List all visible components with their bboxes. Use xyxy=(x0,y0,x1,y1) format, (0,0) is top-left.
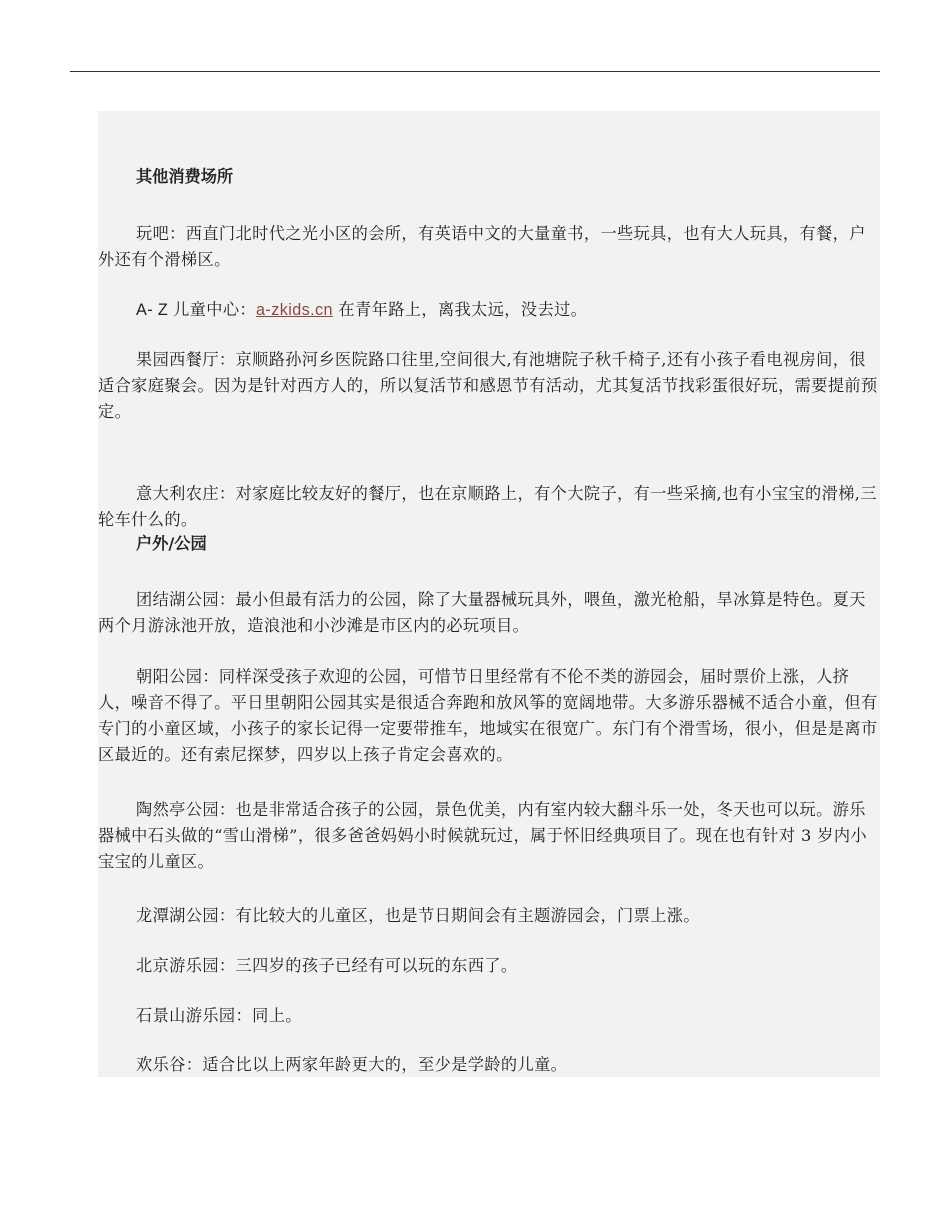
paragraph-longtanhu-park: 龙潭湖公园：有比较大的儿童区，也是节日期间会有主题游园会，门票上涨。 xyxy=(136,906,700,925)
paragraph-tuanjiehu-park: 团结湖公园：最小但最有活力的公园，除了大量器械玩具外，喂鱼，激光枪船，旱冰算是特色。夏天两个月游泳池开放，造浪池和小沙滩是市区内的必玩项目。 xyxy=(98,590,866,635)
paragraph-taoranting-park: 陶然亭公园：也是非常适合孩子的公园，景色优美，内有室内较大翻斗乐一处，冬天也可以玩。游乐器械中石头做的“雪山滑梯”，很多爸爸妈妈小时候就玩过，属于怀旧经典项目了。现在也有针对 3 岁内小宝宝的儿童区。 xyxy=(98,800,867,871)
az-kids-description: 在青年路上，离我太远，没去过。 xyxy=(332,300,588,319)
paragraph-orchard-restaurant: 果园西餐厅：京顺路孙河乡医院路口往里,空间很大,有池塘院子秋千椅子,还有小孩子看电视房间，很适合家庭聚会。因为是针对西方人的，所以复活节和感恩节有活动，尤其复活节找彩蛋很好玩，需要提前预定。 xyxy=(98,350,878,421)
section-heading-other-venues: 其他消费场所 xyxy=(136,167,234,186)
az-kids-label: A- Z 儿童中心： xyxy=(136,301,257,319)
paragraph-chaoyang-park: 朝阳公园：同样深受孩子欢迎的公园，可惜节日里经常有不伦不类的游园会，届时票价上涨，人挤人，噪音不得了。平日里朝阳公园其实是很适合奔跑和放风筝的宽阔地带。大多游乐器械不适合小童，但有专门的小童区域，小孩子的家长记得一定要带推车，地域实在很宽广。东门有个滑雪场，很小，但是是离市区最近的。还有索尼探梦，四岁以上孩子肯定会喜欢的。 xyxy=(98,667,878,764)
paragraph-beijing-amusement-park: 北京游乐园：三四岁的孩子已经有可以玩的东西了。 xyxy=(136,956,518,975)
paragraph-happy-valley: 欢乐谷：适合比以上两家年龄更大的，至少是学龄的儿童。 xyxy=(136,1055,568,1074)
paragraph-az-kids xyxy=(98,297,882,323)
paragraph-italian-farm: 意大利农庄：对家庭比较友好的餐厅，也在京顺路上，有个大院子，有一些采摘,也有小宝宝的滑梯,三轮车什么的。 xyxy=(98,484,877,529)
top-rule xyxy=(70,71,880,72)
section-heading-outdoor-parks: 户外/公园 xyxy=(136,534,207,553)
az-kids-link[interactable]: a-zkids.cn xyxy=(256,301,333,319)
paragraph-wanba: 玩吧：西直门北时代之光小区的会所，有英语中文的大量童书，一些玩具，也有大人玩具，有餐，户外还有个滑梯区。 xyxy=(98,224,866,269)
paragraph-shijingshan-amusement-park: 石景山游乐园：同上。 xyxy=(136,1006,302,1025)
